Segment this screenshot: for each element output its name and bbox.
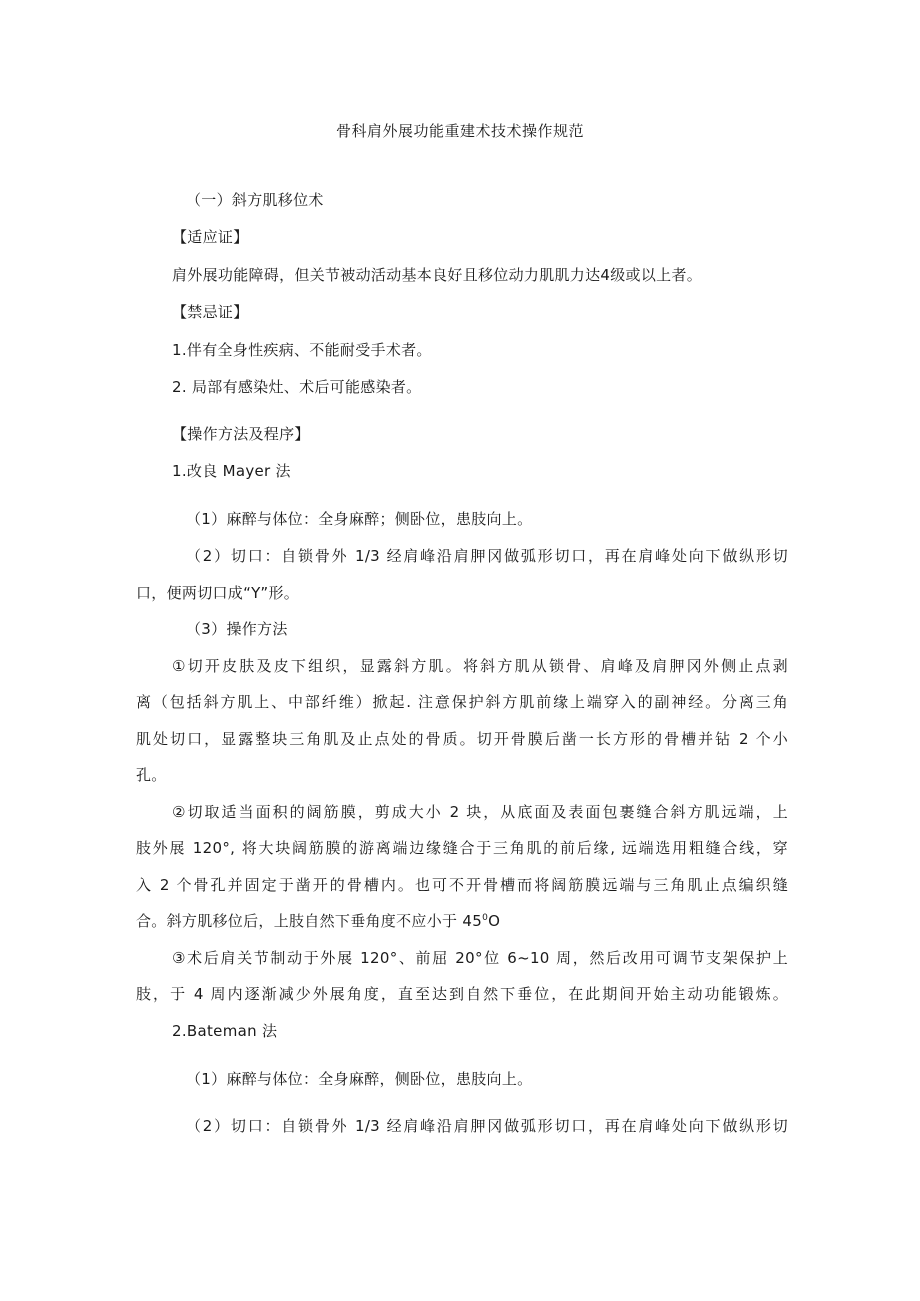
contraindication-item: 2. 局部有感染灶、术后可能感染者。 xyxy=(172,378,422,396)
indication-text: 肩外展功能障碍，但关节被动活动基本良好且移位动力肌肌力达4级或以上者。 xyxy=(172,266,703,284)
body-text: 合。斜方肌移位后，上肢自然下垂角度不应小于 45 xyxy=(136,912,483,930)
body-paragraph-line: 入 2 个骨孔并固定于凿开的骨槽内。也可不开骨槽而将阔筋膜远端与三角肌止点编织缝 xyxy=(136,876,788,894)
body-paragraph-line: ①切开皮肤及皮下组织，显露斜方肌。将斜方肌从锁骨、肩峰及肩胛冈外侧止点剥 xyxy=(172,657,788,675)
section-heading: （一）斜方肌移位术 xyxy=(186,191,324,209)
procedure-heading: 【操作方法及程序】 xyxy=(172,425,310,443)
step-paragraph-line: （2）切口：自锁骨外 1/3 经肩峰沿肩胛冈做弧形切口，再在肩峰处向下做纵形切 xyxy=(186,1117,788,1135)
body-text: O xyxy=(488,912,501,930)
document-title: 骨科肩外展功能重建术技术操作规范 xyxy=(335,122,584,140)
step-paragraph: （1）麻醉与体位：全身麻醉，侧卧位，患肢向上。 xyxy=(186,1070,533,1088)
body-paragraph-line: 肌处切口，显露整块三角肌及止点处的骨质。切开骨膜后凿一长方形的骨槽并钻 2 个小 xyxy=(136,730,788,748)
step-paragraph-line: 口，便两切口成“Y”形。 xyxy=(136,584,300,602)
contraindication-item: 1.伴有全身性疾病、不能耐受手术者。 xyxy=(172,341,432,359)
contraindication-heading: 【禁忌证】 xyxy=(172,303,249,321)
body-paragraph-line: 孔。 xyxy=(136,766,167,784)
step-paragraph: （3）操作方法 xyxy=(186,620,288,638)
body-paragraph-line: ②切取适当面积的阔筋膜，剪成大小 2 块，从底面及表面包裹缝合斜方肌远端，上 xyxy=(172,803,788,821)
superscript: 0 xyxy=(482,913,489,923)
body-paragraph-line: 离（包括斜方肌上、中部纤维）掀起. 注意保护斜方肌前缘上端穿入的副神经。分离三角 xyxy=(136,693,788,711)
indication-heading: 【适应证】 xyxy=(172,228,249,246)
step-paragraph: （1）麻醉与体位：全身麻醉；侧卧位，患肢向上。 xyxy=(186,510,533,528)
method-title: 1.改良 Mayer 法 xyxy=(172,462,291,480)
method-title: 2.Bateman 法 xyxy=(172,1022,278,1040)
body-paragraph-line: ③术后肩关节制动于外展 120°、前屈 20°位 6~10 周，然后改用可调节支架保护上 xyxy=(172,949,788,967)
body-paragraph-line xyxy=(136,910,500,932)
body-paragraph-line: 肢，于 4 周内逐渐减少外展角度，直至达到自然下垂位，在此期间开始主动功能锻炼。 xyxy=(136,985,788,1003)
body-paragraph-line: 肢外展 120°, 将大块阔筋膜的游离端边缘缝合于三角肌的前后缘, 远端选用粗缝合线，穿 xyxy=(136,839,788,857)
step-paragraph-line: （2）切口：自锁骨外 1/3 经肩峰沿肩胛冈做弧形切口，再在肩峰处向下做纵形切 xyxy=(186,547,788,565)
